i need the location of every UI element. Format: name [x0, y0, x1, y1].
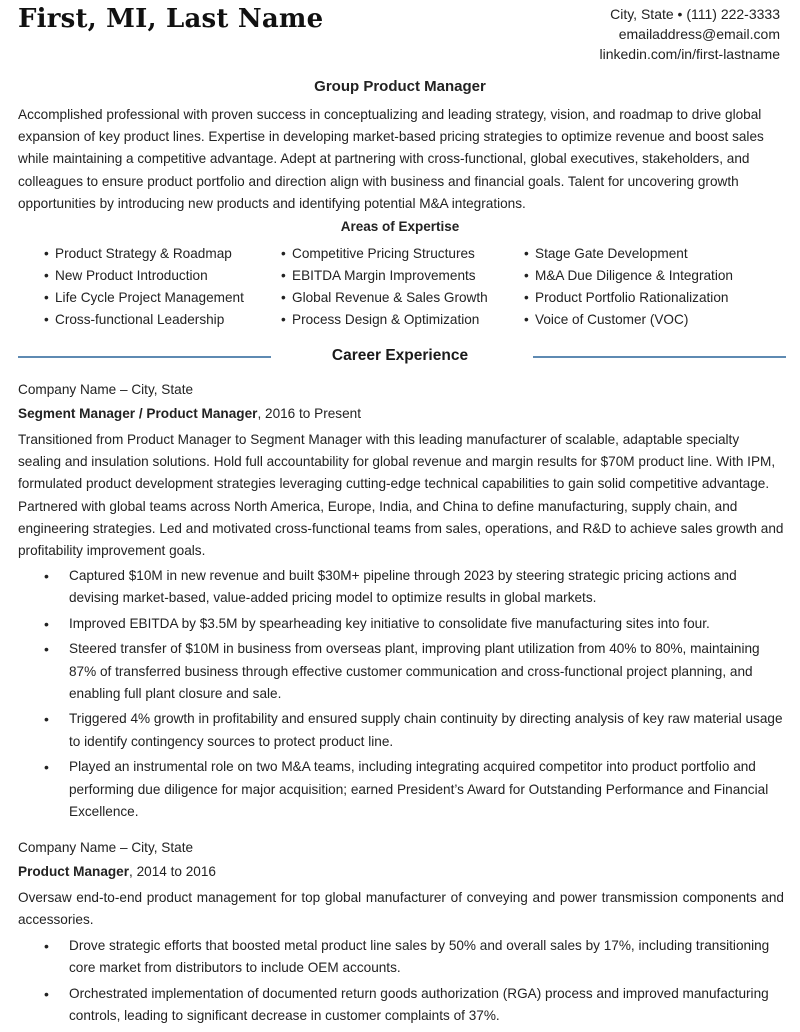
location-phone: City, State • (111) 222-3333	[610, 6, 780, 22]
achievement-item: • Orchestrated implementation of documented return goods authorization (RGA) process and improved manufacturing controls, leading to significant decrease in customer complaints of 37%.	[44, 983, 784, 1028]
contact-block	[599, 4, 780, 64]
job-achievements	[44, 565, 784, 826]
expertise-item: • Product Portfolio Rationalization	[524, 290, 729, 305]
job-dates: , 2016 to Present	[257, 406, 361, 421]
expertise-item: • Competitive Pricing Structures	[281, 246, 475, 261]
job-description: Transitioned from Product Manager to Segment Manager with this leading manufacturer of scalable, adaptable specialty sealing and insulation solutions. Hold full accountability for global revenue and margin results for $70M product line. With IPM, formulated product development strategies leveraging cutting-edge technical capabilities to gain solid competitive advantage. Partnered with global teams across North America, Europe, India, and China to define manufacturing, supply chain, and engineering strategies. Led and motivated cross-functional teams from sales, operations, and R&D to achieve sales growth and profitability improvement goals.	[18, 432, 784, 559]
professional-summary: Accomplished professional with proven success in conceptualizing and leading strategy, vision, and roadmap to drive global expansion of key product lines. Expertise in developing market-based pricing strategies to optimize revenue and boost sales while maintaining a competitive advantage. Adept at partnering with cross-functional, global executives, stakeholders, and colleagues to ensure product portfolio and direction align with business and financial goals. Talent for uncovering growth opportunities by introducing new products and identifying potential M&A integrations.	[18, 107, 764, 211]
section-divider-right	[533, 356, 786, 358]
expertise-column-3	[524, 243, 733, 331]
expertise-item: • Process Design & Optimization	[281, 312, 480, 327]
expertise-item: • Product Strategy & Roadmap	[44, 246, 232, 261]
expertise-item: • Voice of Customer (VOC)	[524, 312, 689, 327]
expertise-item: • M&A Due Diligence & Integration	[524, 268, 733, 283]
achievement-item: • Captured $10M in new revenue and built $30M+ pipeline through 2023 by steering strategic pricing actions and devising market-based, value-added pricing model to optimize results in global markets.	[44, 565, 784, 610]
job-company: Company Name – City, State	[18, 840, 194, 855]
email-link[interactable]: emailaddress@email.com	[618, 26, 780, 42]
job-title: Product Manager	[18, 864, 130, 879]
expertise-item: • New Product Introduction	[44, 268, 208, 283]
expertise-item: • Life Cycle Project Management	[44, 290, 244, 305]
expertise-item: • Stage Gate Development	[524, 246, 688, 261]
job-description: Oversaw end-to-end product management for top global manufacturer of conveying and power transmission components and accessories.	[18, 890, 784, 928]
expertise-heading: Areas of Expertise	[340, 219, 460, 234]
expertise-item: • Cross-functional Leadership	[44, 312, 225, 327]
expertise-item: • EBITDA Margin Improvements	[281, 268, 476, 283]
achievement-item: • Drove strategic efforts that boosted metal product line sales by 50% and overall sales by 17%, including transitioning core market from distributors to include OEM accounts.	[44, 935, 784, 980]
job-company: Company Name – City, State	[18, 382, 194, 397]
expertise-item: • Global Revenue & Sales Growth	[281, 290, 488, 305]
achievement-item: • Triggered 4% growth in profitability and ensured supply chain continuity by directing analysis of key raw material usage to identify contingency sources to protect product line.	[44, 708, 784, 753]
linkedin-link[interactable]: linkedin.com/in/first-lastname	[599, 46, 780, 62]
achievement-item: • Improved EBITDA by $3.5M by spearheading key initiative to consolidate five manufacturing sites into four.	[44, 613, 784, 635]
job-title: Segment Manager / Product Manager	[18, 406, 258, 421]
candidate-name: First, MI, Last Name	[18, 4, 324, 34]
job-position	[18, 406, 361, 421]
achievement-item: • Played an instrumental role on two M&A teams, including integrating acquired competitor into product portfolio and performing due diligence for major acquisition; earned President’s Award for Outstanding Performance and Financial Excellence.	[44, 756, 784, 823]
expertise-column-1	[44, 243, 244, 331]
expertise-grid	[44, 243, 784, 333]
achievement-item: • Steered transfer of $10M in business from overseas plant, improving plant utilization from 40% to 80%, maintaining 87% of transferred business through effective customer communication and cross-functional project planning, and enabling full plant closure and sale.	[44, 638, 784, 705]
target-title: Group Product Manager	[314, 78, 486, 95]
job-achievements	[44, 935, 784, 1031]
job-position	[18, 864, 216, 879]
career-heading: Career Experience	[331, 347, 469, 364]
job-dates: , 2014 to 2016	[129, 864, 216, 879]
expertise-column-2	[281, 243, 488, 331]
